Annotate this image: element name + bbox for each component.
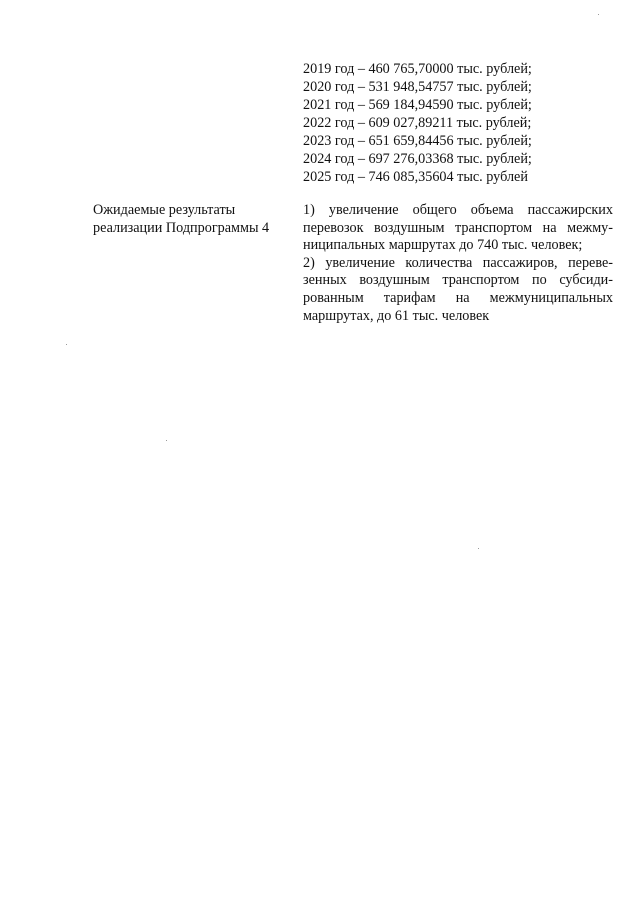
result-item-2	[303, 255, 613, 325]
result-item-2-line: маршрутах, до 61 тыс. человек	[303, 307, 490, 324]
funding-year-2019: 2019 год – 460 765,70000 тыс. рублей;	[303, 61, 532, 77]
result-item-1-line: перевозок воздушным транспортом на межму-	[303, 219, 613, 236]
expected-results-label	[93, 202, 293, 237]
expected-results-label-line: реализации Подпрограммы 4	[93, 219, 270, 236]
funding-year-2025: 2025 год – 746 085,35604 тыс. рублей	[303, 169, 528, 185]
funding-year-2024: 2024 год – 697 276,03368 тыс. рублей;	[303, 151, 532, 167]
scan-speck	[66, 344, 67, 345]
result-item-1	[303, 202, 613, 255]
scan-speck	[598, 14, 599, 15]
result-item-2-line: зенных воздушным транспортом по субсиди-	[303, 272, 613, 289]
result-item-1-line: ниципальных маршрутах до 740 тыс. человек;	[303, 237, 583, 254]
result-item-2-line: 2) увеличение количества пассажиров, переве-	[303, 254, 613, 271]
expected-results-text	[303, 202, 613, 325]
result-item-1-line: 1) увеличение общего объема пассажирских	[303, 202, 613, 218]
result-item-2-line: рованным тарифам на межмуниципальных	[303, 289, 613, 306]
scan-speck	[478, 548, 479, 549]
scan-speck	[166, 440, 167, 441]
expected-results-label-line: Ожидаемые результаты	[93, 202, 236, 218]
funding-year-2023: 2023 год – 651 659,84456 тыс. рублей;	[303, 133, 532, 149]
funding-year-2022: 2022 год – 609 027,89211 тыс. рублей;	[303, 115, 532, 131]
funding-year-2020: 2020 год – 531 948,54757 тыс. рублей;	[303, 79, 532, 95]
funding-by-year-list	[303, 61, 613, 187]
funding-year-2021: 2021 год – 569 184,94590 тыс. рублей;	[303, 97, 532, 113]
